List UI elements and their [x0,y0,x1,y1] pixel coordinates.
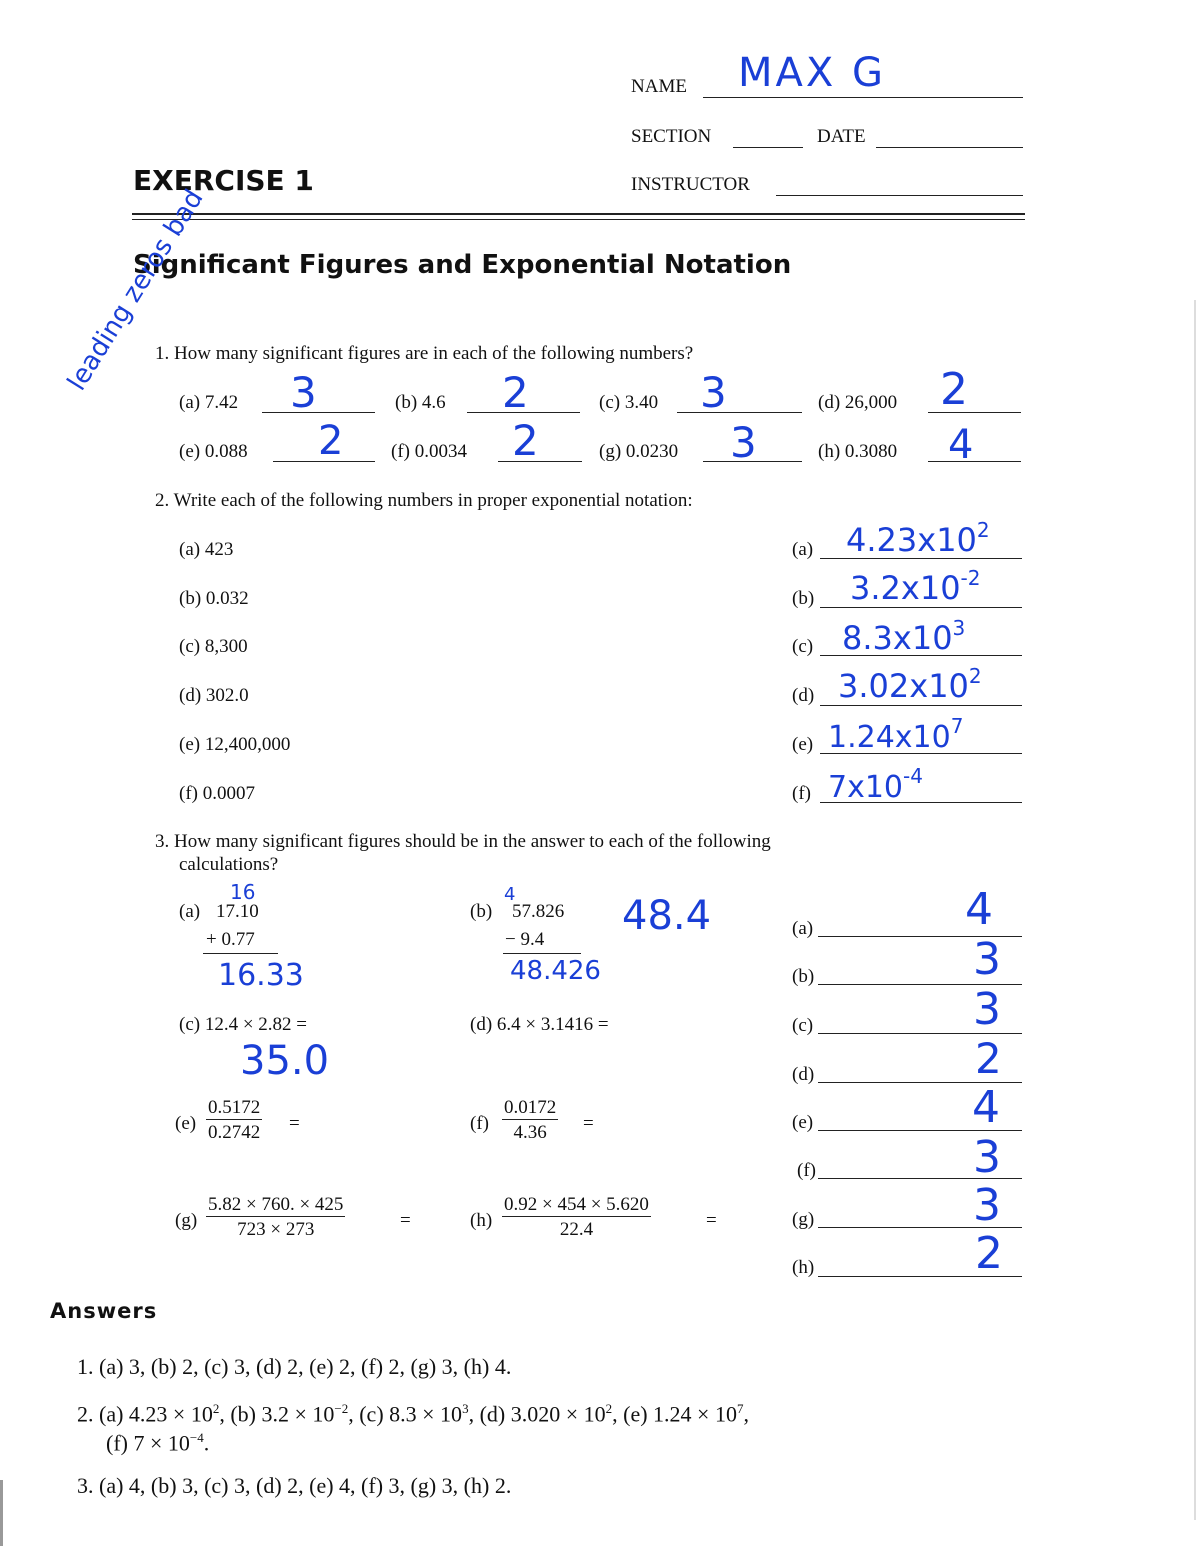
q3-g-fraction [206,1194,345,1241]
q2-f-letter: (f) [792,783,811,804]
q2-e-label: (e) 12,400,000 [179,734,291,755]
q3-b-scribble: 4 [504,884,516,905]
q2-f-answer: $7x10^{-4}$ [828,764,923,805]
q3-f-label: (f) [470,1113,489,1134]
q1-c-answer: 3 [700,368,727,417]
q3-a-scribble: 16 [230,880,256,904]
q2-d-field[interactable] [820,705,1022,706]
exercise-title: EXERCISE 1 [133,164,314,197]
q3-h-fraction [502,1194,651,1241]
section-field[interactable] [733,147,803,148]
q3-b-label: (b) [470,901,493,922]
divider-thin [132,219,1025,220]
answers-line-3: 3. (a) 4, (b) 3, (c) 3, (d) 2, (e) 4, (f) 3, (g) 3, (h) 2. [77,1473,512,1498]
q2-a-letter: (a) [792,539,814,560]
q2-b-label: (b) 0.032 [179,588,249,609]
q3-f-equals: = [583,1113,594,1134]
q2-b-field[interactable] [820,607,1022,608]
q2-e-answer: $1.24x10^7$ [828,714,964,755]
q1-d-label: (d) 26,000 [818,392,898,413]
instructor-field[interactable] [776,195,1023,196]
date-label: DATE [817,126,866,147]
q1-g-label: (g) 0.0230 [599,441,679,462]
q3-g-numerator: 5.82 × 760. × 425 [208,1194,344,1215]
q2-c-answer: $8.3x10^3$ [842,616,966,657]
q3-b-diff-line [503,953,581,954]
q1-a-answer: 3 [290,368,317,417]
q3-ans-e-value: 4 [972,1082,1000,1133]
q3-e-denominator: 0.2742 [208,1122,261,1143]
q1-h-field[interactable] [928,461,1021,462]
q2-c-label: (c) 8,300 [179,636,248,657]
q3-e-numerator: 0.5172 [208,1097,261,1118]
q2-b-answer: $3.2x10^{-2}$ [850,566,981,607]
q3-h-numerator: 0.92 × 454 × 5.620 [504,1194,649,1215]
q3-ans-h-letter: (h) [792,1257,815,1278]
q3-ans-c-letter: (c) [792,1015,814,1036]
q3-ans-a-value: 4 [965,884,993,935]
q1-f-field[interactable] [498,461,582,462]
q3-g-label: (g) [175,1210,198,1231]
q1-h-answer: 4 [948,422,974,468]
q3-h-equals: = [706,1210,717,1231]
q1-g-answer: 3 [730,418,757,467]
q3-ans-b-letter: (b) [792,966,815,987]
q1-d-answer: 2 [940,364,968,415]
q3-b-rounded: 48.4 [622,893,712,939]
q3-ans-b-value: 3 [973,934,1001,985]
q1-c-label: (c) 3.40 [599,392,659,413]
instructor-label: INSTRUCTOR [631,174,750,195]
q2-d-label: (d) 302.0 [179,685,249,706]
q3-h-label: (h) [470,1210,493,1231]
q3-f-numerator: 0.0172 [504,1097,557,1118]
q2-a-label: (a) 423 [179,539,234,560]
q3-b-bottom: − 9.4 [505,929,545,950]
answers-line-2: 2. (a) $4.23 \times 10^2$, (b) $3.2 \times 10^{-2}$, (c) $8.3 \times 10^3$, (d) $3.020 \times 10^2$, (e) $1.24 \times 10^7$, [77,1401,749,1427]
q3-ans-a-letter: (a) [792,918,814,939]
q3-ans-c-value: 3 [973,984,1001,1035]
q1-e-label: (e) 0.088 [179,441,248,462]
q3-b-top: 57.826 [512,901,565,922]
q1-a-label: (a) 7.42 [179,392,239,413]
q3-g-equals: = [400,1210,411,1231]
answers-line-1: 1. (a) 3, (b) 2, (c) 3, (d) 2, (e) 2, (f) 2, (g) 3, (h) 4. [77,1354,512,1379]
q3-ans-d-value: 2 [975,1034,1002,1083]
q3-e-fraction [206,1097,262,1144]
q3-ans-f-letter: (f) [797,1160,816,1181]
q3-ans-g-letter: (g) [792,1209,815,1230]
q2-prompt: 2. Write each of the following numbers in proper exponential notation: [155,490,693,511]
answers-line-2-continued: (f) $7 \times 10^{-4}$. [106,1430,210,1456]
q1-f-label: (f) 0.0034 [391,441,467,462]
q3-e-label: (e) [175,1113,197,1134]
q2-e-letter: (e) [792,734,814,755]
scan-edge-left [0,1480,3,1546]
q3-a-top: 17.10 [216,901,259,922]
q3-f-fraction [502,1097,558,1144]
q3-a-bottom: + 0.77 [206,929,255,950]
q1-b-label: (b) 4.6 [395,392,446,413]
q3-h-denominator: 22.4 [559,1219,594,1240]
q3-ans-h-value: 2 [975,1228,1003,1279]
scan-edge-right [1194,300,1196,1520]
q2-f-label: (f) 0.0007 [179,783,255,804]
q2-d-answer: $3.02x10^2$ [838,664,982,705]
q3-prompt-line2: calculations? [179,854,279,875]
q3-ans-e-letter: (e) [792,1112,814,1133]
q3-a-label: (a) [179,901,201,922]
name-handwritten: MAX G [738,50,886,96]
q1-h-label: (h) 0.3080 [818,441,898,462]
q3-a-work: 16.33 [218,958,304,993]
q2-b-letter: (b) [792,588,815,609]
q2-d-letter: (d) [792,685,815,706]
q3-e-equals: = [289,1113,300,1134]
q3-f-denominator: 4.36 [513,1122,547,1143]
q3-c-expression: (c) 12.4 × 2.82 = [179,1014,308,1035]
q1-e-answer: 2 [318,418,344,464]
q3-a-sum-line [203,953,278,954]
divider-thick [132,213,1025,215]
page-subtitle: Significant Figures and Exponential Notation [133,250,792,280]
q2-a-answer: $4.23x10^2$ [846,518,990,559]
q1-prompt: 1. How many significant figures are in each of the following numbers? [155,343,694,364]
q3-ans-g-value: 3 [973,1180,1001,1231]
q3-c-work: 35.0 [240,1038,330,1084]
q1-f-answer: 2 [512,416,539,465]
q1-c-field[interactable] [677,412,802,413]
name-label: NAME [631,76,687,97]
q3-b-work: 48.426 [510,956,601,986]
q1-a-field[interactable] [262,412,375,413]
date-field[interactable] [876,147,1023,148]
margin-handwritten-note: leading zeros bad [62,184,210,396]
name-field[interactable] [703,97,1023,98]
section-label: SECTION [631,126,712,147]
answers-heading: Answers [50,1299,158,1323]
q3-g-denominator: 723 × 273 [237,1219,315,1240]
q3-ans-d-letter: (d) [792,1064,815,1085]
q3-d-expression: (d) 6.4 × 3.1416 = [470,1014,609,1035]
q3-prompt-line1: 3. How many significant figures should be in the answer to each of the following [155,831,771,852]
q3-ans-f-value: 3 [973,1132,1001,1183]
q1-b-answer: 2 [502,368,529,417]
q2-c-letter: (c) [792,636,814,657]
